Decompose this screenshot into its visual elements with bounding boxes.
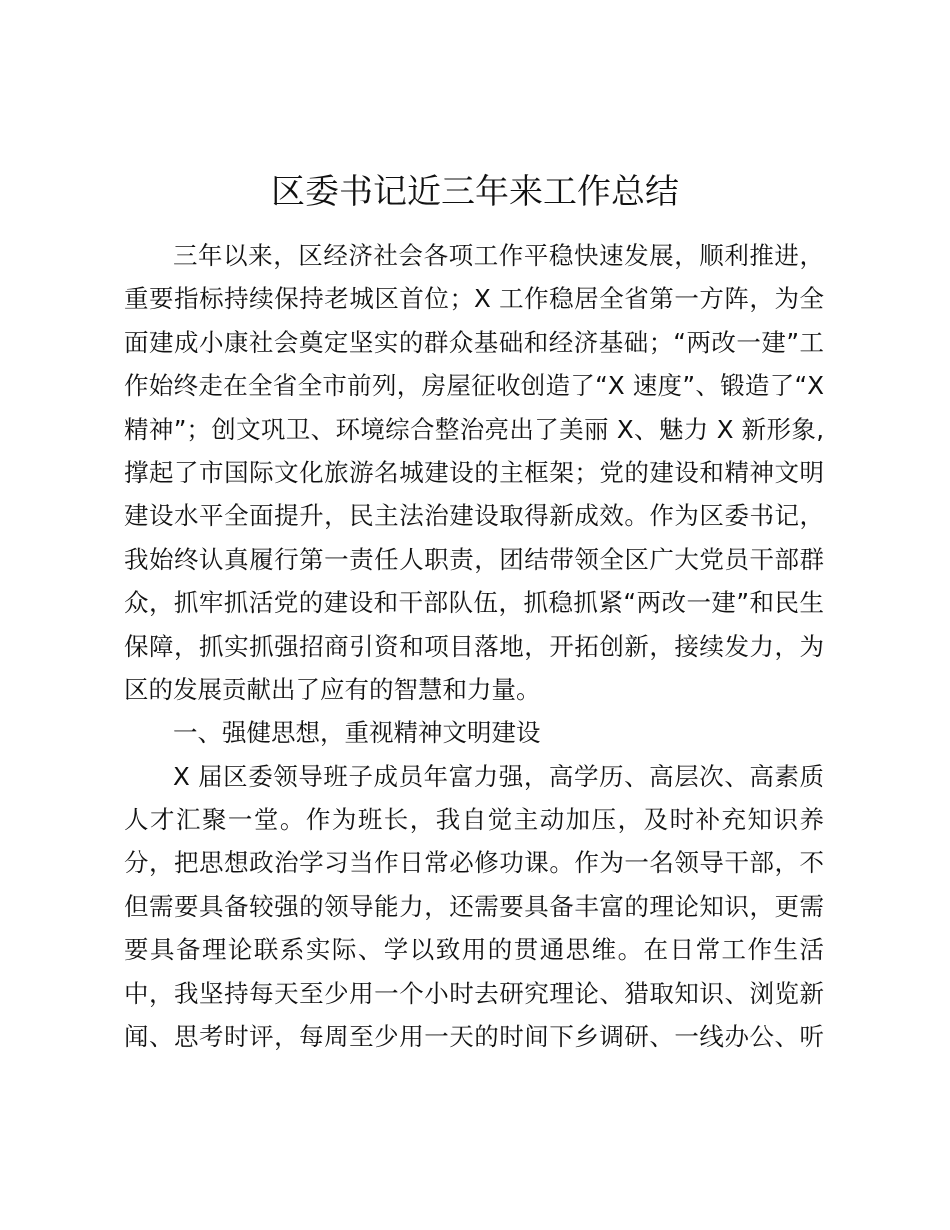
paragraph-line: 三年以来，区经济社会各项工作平稳快速发展，顺利推进， (173, 241, 824, 270)
paragraph-line: 撑起了市国际文化旅游名城建设的主框架；党的建设和精神文明 (124, 457, 824, 487)
paragraph-line: 我始终认真履行第一责任人职责，团结带领全区广大党员干部群 (124, 544, 824, 574)
paragraph-line: 中，我坚持每天至少用一个小时去研究理论、猎取知识、浏览新 (124, 978, 824, 1008)
section-heading: 一、强健思想，重视精神文明建设 (173, 718, 541, 748)
paragraph-line: 分，把思想政治学习当作日常必修功课。作为一名领导干部，不 (124, 848, 824, 878)
paragraph-line: 保障，抓实抓强招商引资和项目落地，开拓创新，接续发力，为 (124, 631, 824, 661)
paragraph-line: 区的发展贡献出了应有的智慧和力量。 (124, 674, 541, 704)
paragraph-line: X 届区委领导班子成员年富力强，高学历、高层次、高素质 (173, 761, 824, 791)
paragraph-line: 面建成小康社会奠定坚实的群众基础和经济基础；“两改一建”工 (124, 327, 824, 357)
paragraph-line: 建设水平全面提升，民主法治建设取得新成效。作为区委书记， (124, 501, 824, 531)
paragraph-line: 众，抓牢抓活党的建设和干部队伍，抓稳抓紧“两改一建”和民生 (124, 588, 824, 618)
paragraph-line: 要具备理论联系实际、学以致用的贯通思维。在日常工作生活 (124, 935, 824, 965)
paragraph-line: 重要指标持续保持老城区首位；X 工作稳居全省第一方阵，为全 (124, 284, 824, 314)
paragraph-line: 闻、思考时评，每周至少用一天的时间下乡调研、一线办公、听 (124, 1022, 824, 1052)
paragraph-line: 精神”；创文巩卫、环境综合整治亮出了美丽 X、魅力 X 新形象, (124, 414, 824, 444)
document-body (124, 234, 824, 1058)
document-title: 区委书记近三年来工作总结 (271, 172, 679, 212)
paragraph-line: 作始终走在全省全市前列，房屋征收创造了“X 速度”、锻造了“X (124, 371, 824, 401)
paragraph-line: 人才汇聚一堂。作为班长，我自觉主动加压，及时补充知识养 (124, 805, 824, 835)
paragraph-line: 但需要具备较强的领导能力，还需要具备丰富的理论知识，更需 (124, 891, 824, 921)
